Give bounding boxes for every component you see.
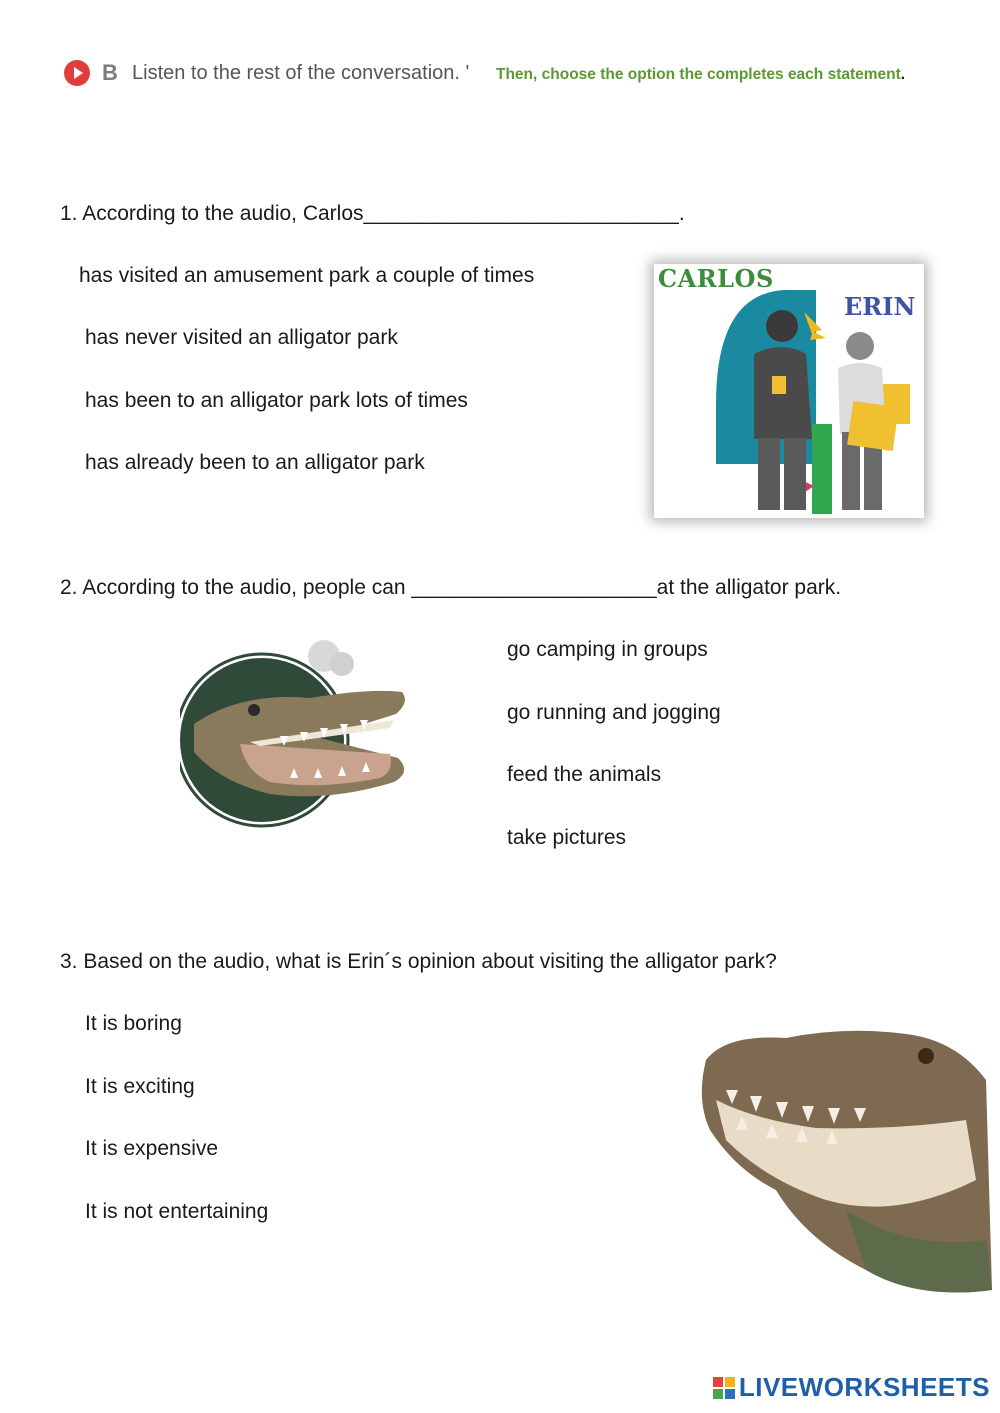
play-circle-icon[interactable] <box>64 60 90 86</box>
section-letter: B <box>102 60 118 85</box>
q1-option-1[interactable]: has visited an amusement park a couple of times <box>79 264 535 287</box>
question-1-prompt: 1. According to the audio, Carlos___________________________. <box>60 202 685 225</box>
q1-option-2[interactable]: has never visited an alligator park <box>85 326 398 349</box>
instruction-then: Then, choose the option the completes each statement. <box>496 66 906 83</box>
logo-text: LIVEWORKSHEETS <box>738 1372 990 1402</box>
q3-option-2[interactable]: It is exciting <box>85 1075 195 1098</box>
label-erin: ERIN <box>844 292 916 321</box>
q2-option-3[interactable]: feed the animals <box>507 763 662 786</box>
question-2-prompt: 2. According to the audio, people can _____________________at the alligator park. <box>60 576 842 599</box>
q1-option-3[interactable]: has been to an alligator park lots of times <box>85 389 468 412</box>
liveworksheets-logo <box>713 1372 990 1403</box>
q3-option-3[interactable]: It is expensive <box>85 1137 219 1160</box>
q3-option-1[interactable]: It is boring <box>85 1012 182 1035</box>
question-3-prompt: 3. Based on the audio, what is Erin´s opinion about visiting the alligator park? <box>60 950 777 973</box>
q2-option-2[interactable]: go running and jogging <box>507 701 721 724</box>
q1-option-4[interactable]: has already been to an alligator park <box>85 451 425 474</box>
carlos-erin-image <box>654 264 924 518</box>
q3-option-4[interactable]: It is not entertaining <box>85 1200 269 1223</box>
q2-option-4[interactable]: take pictures <box>507 826 627 849</box>
alligator-large-image <box>696 1020 996 1300</box>
alligator-circle-image <box>180 632 420 832</box>
instruction-listen: Listen to the rest of the conversation. ' <box>132 62 470 84</box>
q2-option-1[interactable]: go camping in groups <box>507 638 708 661</box>
label-carlos: CARLOS <box>658 264 774 293</box>
logo-squares-icon <box>713 1377 735 1399</box>
